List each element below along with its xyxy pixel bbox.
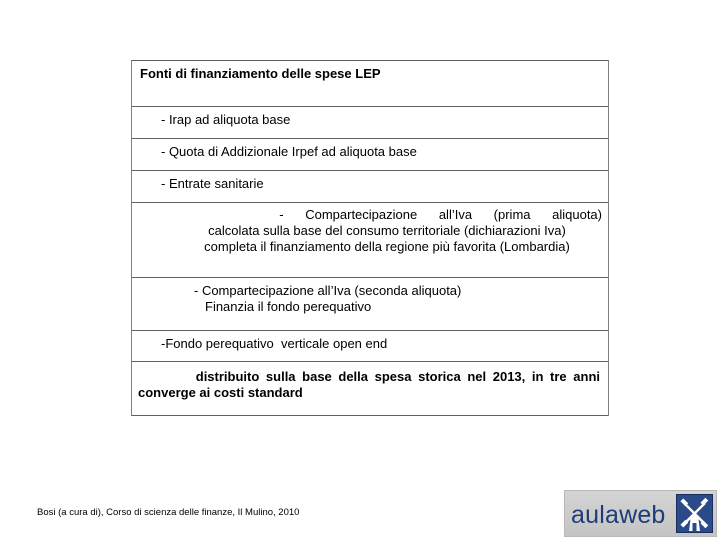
fondo-label: -Fondo perequativo verticale open end bbox=[161, 336, 388, 351]
iva-prima-line3: completa il finanziamento della regione più favorita (Lombardia) bbox=[204, 239, 570, 254]
windmill-icon bbox=[676, 494, 713, 533]
iva-seconda-line1: - Compartecipazione all’Iva (seconda aliquota) bbox=[194, 283, 462, 298]
entrate-label: - Entrate sanitarie bbox=[161, 176, 264, 191]
distribuito-line2: converge ai costi standard bbox=[138, 385, 303, 400]
table-row bbox=[132, 277, 608, 330]
table-row bbox=[132, 361, 608, 415]
irpef-label: - Quota di Addizionale Irpef ad aliquota base bbox=[161, 144, 417, 159]
logo-text: aulaweb bbox=[571, 501, 666, 529]
table-row bbox=[132, 138, 608, 170]
table-row bbox=[132, 202, 608, 277]
table-title: Fonti di finanziamento delle spese LEP bbox=[140, 66, 381, 81]
iva-prima-line1: - Compartecipazione all’Iva (prima aliquota) bbox=[279, 207, 602, 222]
aulaweb-logo bbox=[564, 490, 717, 537]
distribuito-line1: distribuito sulla base della spesa storica nel 2013, in tre anni bbox=[195, 369, 600, 384]
table-row bbox=[132, 330, 608, 361]
irap-label: - Irap ad aliquota base bbox=[161, 112, 291, 127]
table-title-row bbox=[132, 61, 608, 106]
citation: Bosi (a cura di), Corso di scienza delle finanze, Il Mulino, 2010 bbox=[37, 507, 300, 518]
table-row bbox=[132, 170, 608, 202]
table-row bbox=[132, 106, 608, 138]
funding-sources-table bbox=[131, 60, 609, 416]
iva-seconda-line2: Finanzia il fondo perequativo bbox=[205, 299, 372, 314]
iva-prima-line2: calcolata sulla base del consumo territoriale (dichiarazioni Iva) bbox=[208, 223, 566, 238]
